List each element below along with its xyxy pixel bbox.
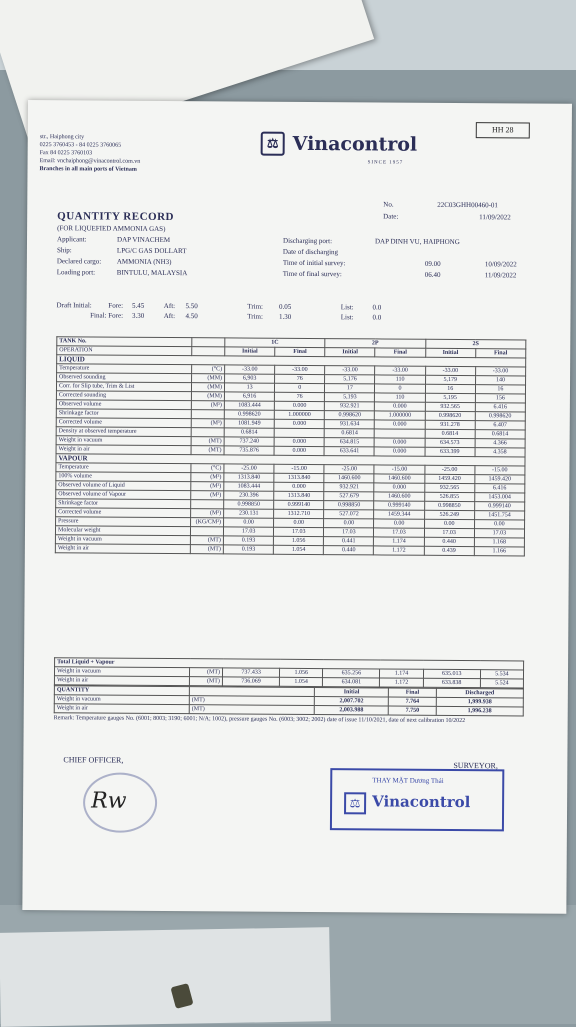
value-cell: 0.998620 xyxy=(425,411,475,420)
total-table xyxy=(54,657,524,688)
value-cell: 6.416 xyxy=(475,484,525,493)
value-cell: 0.000 xyxy=(374,483,424,492)
value-cell: 526.855 xyxy=(424,492,474,501)
final-header: Final xyxy=(375,348,425,357)
row-label: Weight in air xyxy=(54,704,189,714)
scales-icon: ⚖ xyxy=(261,132,285,156)
total-label: Total Liquid + Vapour xyxy=(55,658,524,670)
value-cell: 1083.444 xyxy=(224,401,274,410)
row-unit xyxy=(191,410,224,419)
final-header: Final xyxy=(389,688,436,697)
surveyor-stamp xyxy=(330,768,504,831)
value-cell: 1.054 xyxy=(280,677,323,686)
row-unit xyxy=(190,527,223,536)
value-cell: 0.6814 xyxy=(324,429,374,438)
value-cell: 736.069 xyxy=(222,677,279,686)
draft-final-row: Final: Fore: 3.30 Aft: 4.50 Trim: 1.30 List: 0.0 xyxy=(90,311,382,322)
no-label: No. xyxy=(383,200,394,209)
value-cell: 17.03 xyxy=(474,529,524,538)
value-cell: 0.999140 xyxy=(474,502,524,511)
value-cell: 1460.600 xyxy=(374,474,424,483)
value-cell: 737.240 xyxy=(224,437,274,446)
value-cell: 0.998620 xyxy=(475,412,525,421)
value-cell: -15.00 xyxy=(475,466,525,475)
row-unit: (MT) xyxy=(189,705,314,715)
no-value: 22C03GHH00460-01 xyxy=(437,200,498,210)
row-unit: (MM) xyxy=(191,392,224,401)
value-cell: 17.03 xyxy=(274,527,324,536)
value-cell: 4.366 xyxy=(475,439,525,448)
row-unit: (KG/CM²) xyxy=(191,518,224,527)
brand-logo xyxy=(261,132,418,157)
value-cell: -33.00 xyxy=(425,366,475,375)
value-cell: 0 xyxy=(375,384,425,393)
value-cell: 1313.840 xyxy=(274,491,324,500)
value-cell: -15.00 xyxy=(274,464,324,473)
value-cell: 5.524 xyxy=(480,679,523,688)
value-cell: 1460.600 xyxy=(374,492,424,501)
address-block xyxy=(39,133,140,174)
page-title: QUANTITY RECORD xyxy=(57,210,175,224)
value-cell: 0.00 xyxy=(324,519,374,528)
section-label: VAPOUR xyxy=(56,454,525,466)
value-cell: 156 xyxy=(475,394,525,403)
left-info xyxy=(57,234,188,279)
row-label: Weight in vacuum xyxy=(55,535,190,545)
value-cell: 1.172 xyxy=(380,678,423,687)
row-label: Weight in vacuum xyxy=(54,695,189,705)
value-cell: 0.6814 xyxy=(425,429,475,438)
value-cell: -33.00 xyxy=(225,365,275,374)
since-label: SINCE 1957 xyxy=(367,160,404,166)
value-cell: 0.00 xyxy=(374,519,424,528)
right-info xyxy=(283,236,517,282)
row-unit: (MM) xyxy=(191,383,224,392)
value-cell: 1459.420 xyxy=(424,474,474,483)
value-cell: 76 xyxy=(275,374,325,383)
value-cell: 2,003.988 xyxy=(314,706,388,716)
value-cell: 0.000 xyxy=(274,446,324,455)
value-cell: 4.358 xyxy=(475,448,525,457)
stamp-brand: Vinacontrol xyxy=(372,792,471,812)
value-cell: 0.998850 xyxy=(324,501,374,510)
value-cell: 0.440 xyxy=(324,546,374,555)
value-cell xyxy=(274,428,324,437)
value-cell: 5,193 xyxy=(325,393,375,402)
row-label: Weight in air xyxy=(54,676,189,686)
value-cell: 5.534 xyxy=(480,670,523,679)
row-label: Corrected volume xyxy=(56,508,191,518)
tank-no-header: TANK No. xyxy=(57,337,192,347)
brand-name: Vinacontrol xyxy=(292,132,418,156)
value-cell: 1313.840 xyxy=(224,473,274,482)
stamp-name: THAY MẶT Dương Thái xyxy=(372,776,444,785)
value-cell: 1083.444 xyxy=(224,482,274,491)
value-cell: 635.256 xyxy=(323,669,380,678)
value-cell: 16 xyxy=(425,384,475,393)
value-cell: 0.6814 xyxy=(224,428,274,437)
value-cell: 1.000000 xyxy=(375,411,425,420)
info-row: Loading port: BINTULU, MALAYSIA xyxy=(56,268,188,278)
row-unit: (MT) xyxy=(189,677,222,686)
final-header: Final xyxy=(275,347,325,356)
value-cell: 1460.600 xyxy=(324,474,374,483)
row-label: Temperature xyxy=(57,364,192,374)
row-unit xyxy=(191,428,224,437)
value-cell: 0.000 xyxy=(274,437,324,446)
row-label: Weight in vacuum xyxy=(54,667,189,677)
info-row: Declared cargo: AMMONIA (NH3) xyxy=(56,257,172,267)
tank-name-header: 1C xyxy=(225,338,325,348)
value-cell: 1312.710 xyxy=(274,509,324,518)
value-cell: 17 xyxy=(325,384,375,393)
page-subtitle: (FOR LIQUEFIED AMMONIA GAS) xyxy=(57,224,166,233)
info-row: Time of final survey: 06.40 11/09/2022 xyxy=(282,269,517,280)
value-cell: 737.433 xyxy=(222,668,279,677)
value-cell: 0.439 xyxy=(424,546,474,555)
value-cell: 1.174 xyxy=(374,537,424,546)
row-unit: (MT) xyxy=(190,545,223,554)
address-line: 0225 3760453 - 84 0225 3760065 xyxy=(39,142,122,149)
value-cell: 6.407 xyxy=(475,421,525,430)
value-cell: -33.00 xyxy=(275,365,325,374)
value-cell xyxy=(375,429,425,438)
value-cell: 0.440 xyxy=(424,537,474,546)
value-cell: 0.000 xyxy=(274,482,324,491)
value-cell: -33.00 xyxy=(325,366,375,375)
row-unit: (°C) xyxy=(191,464,224,473)
tank-table xyxy=(55,336,527,556)
address-line: Branches in all main ports of Vietnam xyxy=(39,166,137,173)
row-unit xyxy=(191,500,224,509)
value-cell: 6.416 xyxy=(475,403,525,412)
value-cell: 76 xyxy=(275,392,325,401)
value-cell: 1313.840 xyxy=(274,473,324,482)
value-cell: -15.00 xyxy=(374,465,424,474)
value-cell: 0 xyxy=(275,383,325,392)
value-cell: 931.278 xyxy=(425,420,475,429)
value-cell: 1459.420 xyxy=(475,475,525,484)
row-label: Weight in air xyxy=(55,544,190,554)
value-cell: 230.131 xyxy=(224,509,274,518)
initial-header: Initial xyxy=(325,348,375,357)
chief-officer-label: CHIEF OFFICER, xyxy=(63,755,124,765)
value-cell: -33.00 xyxy=(475,367,525,376)
value-cell: 527.679 xyxy=(324,492,374,501)
document-page xyxy=(22,100,572,914)
value-cell: 0.998850 xyxy=(424,501,474,510)
address-line: Fax 84 0225 3760103 xyxy=(39,150,93,157)
value-cell: 634.081 xyxy=(323,678,380,687)
value-cell: 17.03 xyxy=(324,528,374,537)
value-cell: 0.00 xyxy=(224,518,274,527)
row-label: Temperature xyxy=(56,463,191,473)
value-cell: 5,195 xyxy=(425,393,475,402)
value-cell: 17.03 xyxy=(424,528,474,537)
initial-header: Initial xyxy=(314,688,388,698)
value-cell: 0.998850 xyxy=(224,500,274,509)
value-cell: 633.641 xyxy=(324,447,374,456)
value-cell: 634.815 xyxy=(324,438,374,447)
value-cell: 0.000 xyxy=(375,402,425,411)
row-unit: (MT) xyxy=(189,668,222,677)
row-label: Pressure xyxy=(56,517,191,527)
value-cell: 0.000 xyxy=(274,401,324,410)
row-label: Observed sounding xyxy=(57,373,192,383)
remark-text: Remark: Temperature gauges No. (6001; 8003; 3190; 6001; N/A; 1002), pressure gauges No. (6003; 3002; 2002) date of issue 11/10/2021, date of next calibration 10/2022 xyxy=(53,715,466,725)
value-cell: 1.054 xyxy=(273,545,323,554)
value-cell: 7.764 xyxy=(389,697,436,706)
value-cell: 1,999.938 xyxy=(436,697,523,707)
row-label: Observed volume of Liquid xyxy=(56,481,191,491)
row-label: Molecular weight xyxy=(55,526,190,536)
value-cell: 0.000 xyxy=(274,419,324,428)
value-cell: 110 xyxy=(375,393,425,402)
value-cell: 0.999140 xyxy=(274,500,324,509)
value-cell: 1081.949 xyxy=(224,419,274,428)
chief-signature: Rw xyxy=(91,788,127,814)
value-cell: 6,903 xyxy=(225,374,275,383)
value-cell: 0.441 xyxy=(324,537,374,546)
draft-initial-row: Draft Initial: Fore: 5.45 Aft: 5.50 Trim: 0.05 List: 0.0 xyxy=(56,301,382,312)
info-row: Time of initial survey: 09.00 10/09/2022 xyxy=(282,258,517,269)
value-cell: 17.03 xyxy=(374,528,424,537)
value-cell: 0.00 xyxy=(274,518,324,527)
value-cell: 0.193 xyxy=(223,536,273,545)
row-unit: (MT) xyxy=(190,536,223,545)
value-cell: -25.00 xyxy=(425,465,475,474)
value-cell: 1451.754 xyxy=(474,511,524,520)
row-label: Weight in air xyxy=(56,445,191,455)
value-cell: 0.000 xyxy=(375,438,425,447)
surveyor-label: SURVEYOR, xyxy=(453,760,498,771)
value-cell: 0.999140 xyxy=(374,501,424,510)
row-label: 100% volume xyxy=(56,472,191,482)
unit-header xyxy=(192,338,225,347)
value-cell: 7.750 xyxy=(389,706,436,715)
row-label: Shrinkage factor xyxy=(56,499,191,509)
value-cell: 932.565 xyxy=(424,483,474,492)
value-cell: 0.6814 xyxy=(475,430,525,439)
row-label: Corrected volume xyxy=(56,418,191,428)
doc-code-box: HH 28 xyxy=(476,122,530,138)
value-cell: 0.998620 xyxy=(224,410,274,419)
address-line: Email: vnchaiphong@vinacontrol.com.vn xyxy=(39,158,141,165)
value-cell: 230.396 xyxy=(224,491,274,500)
row-unit: (MT) xyxy=(191,437,224,446)
value-cell: 0.998620 xyxy=(325,411,375,420)
initial-header: Initial xyxy=(225,347,275,356)
value-cell: 526.249 xyxy=(424,510,474,519)
operation-header: OPERATION xyxy=(57,346,192,356)
value-cell: 1.168 xyxy=(474,538,524,547)
value-cell: 6,916 xyxy=(224,392,274,401)
value-cell: 634.573 xyxy=(425,438,475,447)
value-cell: 17.03 xyxy=(223,527,273,536)
row-label: Corrected sounding xyxy=(56,391,191,401)
initial-header: Initial xyxy=(425,348,475,357)
row-unit: (M³) xyxy=(191,473,224,482)
value-cell: -33.00 xyxy=(375,366,425,375)
tank-name-header: 2S xyxy=(425,339,525,349)
row-unit: (M³) xyxy=(191,491,224,500)
info-row: Applicant: DAP VINACHEM xyxy=(57,235,171,244)
value-cell: 16 xyxy=(475,385,525,394)
draft-block xyxy=(56,300,381,322)
value-cell: 0.000 xyxy=(375,420,425,429)
row-label: Observed volume xyxy=(56,400,191,410)
value-cell: 527.072 xyxy=(324,510,374,519)
value-cell: 0.000 xyxy=(374,447,424,456)
row-unit: (MT) xyxy=(191,446,224,455)
date-value: 11/09/2022 xyxy=(479,213,511,222)
value-cell: 140 xyxy=(475,376,525,385)
value-cell: 1.000000 xyxy=(274,410,324,419)
date-label: Date: xyxy=(383,212,399,221)
row-label: Density at observed temperature xyxy=(56,427,191,437)
row-unit: (M³) xyxy=(191,401,224,410)
value-cell: 633.399 xyxy=(425,447,475,456)
row-label: Shrinkage factor xyxy=(56,409,191,419)
info-row: Ship: LPG/C GAS DOLLART xyxy=(56,246,187,256)
value-cell: 635.013 xyxy=(423,669,480,678)
value-cell: 1.166 xyxy=(474,547,524,556)
row-unit: (M³) xyxy=(191,419,224,428)
row-label: Observed volume of Vapour xyxy=(56,490,191,500)
value-cell: 1459.344 xyxy=(374,510,424,519)
tank-name-header: 2P xyxy=(325,339,425,349)
value-cell: 932.921 xyxy=(325,402,375,411)
quantity-label: QUANTITY xyxy=(54,686,189,696)
row-unit: (M³) xyxy=(191,482,224,491)
value-cell: 0.00 xyxy=(424,519,474,528)
info-row: Date of discharging xyxy=(282,247,339,257)
final-header: Final xyxy=(475,349,525,358)
row-unit: (°C) xyxy=(192,365,225,374)
row-unit: (MT) xyxy=(189,696,314,706)
row-unit: (M³) xyxy=(191,509,224,518)
info-row: Discharging port: DAP DINH VU, HAIPHONG xyxy=(282,236,460,247)
value-cell: 1.172 xyxy=(374,546,424,555)
value-cell: 13 xyxy=(224,383,274,392)
value-cell: 5,176 xyxy=(325,375,375,384)
value-cell: -25.00 xyxy=(324,465,374,474)
value-cell: 932.921 xyxy=(324,483,374,492)
value-cell: 0.00 xyxy=(474,520,524,529)
value-cell: 5,179 xyxy=(425,375,475,384)
value-cell: 0.193 xyxy=(223,545,273,554)
row-unit: (MM) xyxy=(192,374,225,383)
value-cell: 1.056 xyxy=(274,536,324,545)
quantity-table xyxy=(54,685,524,716)
background-paper-slip xyxy=(0,927,331,1027)
value-cell: 1,996.238 xyxy=(436,706,523,716)
row-label: Weight in vacuum xyxy=(56,436,191,446)
discharged-header: Discharged xyxy=(436,688,523,698)
value-cell: 931.634 xyxy=(325,420,375,429)
value-cell: 1.056 xyxy=(280,668,323,677)
scales-icon: ⚖ xyxy=(344,792,366,814)
value-cell: 932.565 xyxy=(425,402,475,411)
value-cell: -25.00 xyxy=(224,464,274,473)
value-cell: 1.174 xyxy=(380,669,423,678)
value-cell: 1453.004 xyxy=(474,493,524,502)
value-cell: 735.876 xyxy=(224,446,274,455)
value-cell: 2,007.702 xyxy=(314,697,388,707)
value-cell: 110 xyxy=(375,375,425,384)
unit-header xyxy=(192,347,225,356)
section-label: LIQUID xyxy=(57,355,526,367)
row-label: Corr. for Slip tube, Trim & List xyxy=(56,382,191,392)
value-cell: 633.838 xyxy=(423,678,480,687)
address-line: str., Haiphong city xyxy=(39,134,85,141)
